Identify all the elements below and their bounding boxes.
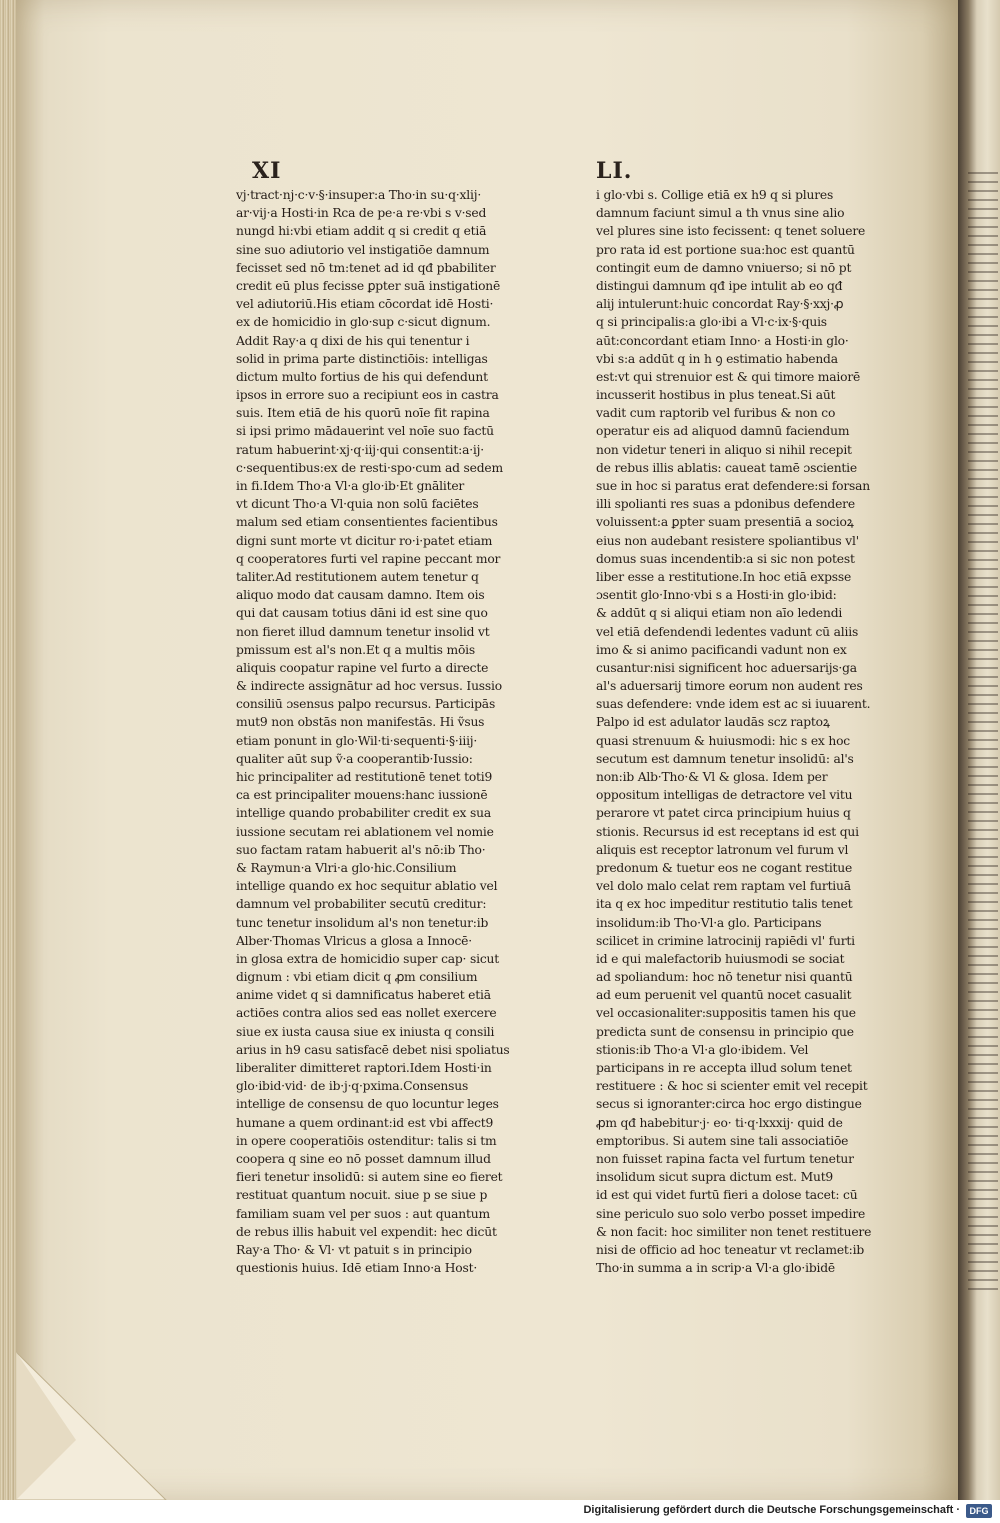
text-line: sine periculo suo solo verbo posset impedire [596,1206,866,1221]
text-line: liberaliter dimitteret raptori.Idem Hosti·in [236,1061,492,1075]
text-line: damnum vel probabiliter secutū creditur: [236,897,487,912]
text-line: ita q ex hoc impeditur restitutio talis tenet [596,897,853,912]
text-line: ꝓm qđ habebitur·j· eo· ti·q·lxxxij· quid de [596,1115,843,1130]
text-line: suo factam ratam habuerit al's nō:ib Tho· [236,842,486,857]
text-line: participans in re accepta illud solum tenet [596,1061,852,1075]
text-line: vel adiutoriū.His etiam cōcordat idē Hosti· [236,297,494,312]
text-line: insolidum sicut supra dictum est. Mut9 [596,1170,834,1185]
folio-left: XI [252,158,282,184]
text-line: incusserit hostibus in plus teneat.Si aūt [596,388,836,403]
text-line: aūt:concordant etiam Inno· a Hosti·in glo· [596,333,849,348]
text-line: vt dicunt Tho·a Vl·quia non solū faciētes [236,497,479,512]
text-line: consiliū ɔsensus palpo recursus. Participās [236,697,496,712]
folio-right: LI. [596,158,633,184]
text-line: cusantur:nisi significent hoc aduersarijs·ga [596,660,857,675]
text-line: dignum : vbi etiam dicit q ꝓm consilium [236,970,478,985]
text-line: nisi de officio ad hoc teneatur vt reclamet:ib [596,1242,864,1257]
text-line: suas defendere: vnde idem est ac si iuuarent. [596,697,871,712]
text-line: i glo·vbi s. Collige etiā ex h9 q si plures [596,188,834,202]
text-line: suis. Item etiā de his quorū noīe fit rapina [236,406,490,421]
text-line: ar·vij·a Hosti·in Rca de pe·a re·vbi s v·sed [236,206,487,221]
text-line: familiam suam vel per suos : aut quantum [236,1206,490,1221]
text-line: humane a quem ordinant:id est vbi affect9 [236,1115,494,1130]
text-line: secutum est damnum tenetur insolidū: al's [596,751,854,766]
text-line: de rebus illis habuit vel expendit: hec dicūt [236,1224,497,1239]
text-line: aliquo modo dat causam damno. Item ois [236,588,485,603]
text-line: non fieret illud damnum tenetur insolid vt [236,624,490,639]
text-line: c·sequentibus:ex de resti·spo·cum ad sedem [236,460,503,475]
text-line: vel plures sine isto fecissent: q tenet soluere [596,224,866,239]
text-line: damnum faciunt simul a th vnus sine alio [596,206,845,221]
text-line: q si principalis:a glo·ibi a Vl·c·ix·§·quis [596,315,827,330]
text-line: questionis huius. Idē etiam Inno·a Host· [236,1261,478,1276]
text-line: taliter.Ad restitutionem autem tenetur q [236,569,479,584]
text-line: al's aduersarij timore eorum non audent res [596,679,863,694]
text-line: voluissent:a ꝑpter suam presentiā a socioꝝ [596,515,854,530]
text-line: restituere : & hoc si scienter emit vel recepit [596,1079,868,1094]
footer-credit: Digitalisierung gefördert durch die Deutsche Forschungsgemeinschaft · [583,1504,960,1516]
text-line: restituat quantum nocuit. siue p se siue p [236,1188,488,1203]
text-line: coopera q sine eo nō posset damnum illud [236,1151,491,1166]
text-line: vel etiā defendendi ledentes vadunt cū aliis [596,624,859,639]
text-line: iussione secutam rei ablationem vel nomie [236,824,494,839]
dfg-logo: DFG [966,1504,992,1518]
text-line: operatur eis ad aliquod damnū faciendum [596,424,850,439]
text-line: Tho·in summa a in scrip·a Vl·a glo·ibidē [596,1261,835,1276]
text-line: vj·tract·nj·c·v·§·insuper:a Tho·in su·q·xlij· [236,188,482,202]
text-line: in fi.Idem Tho·a Vl·a glo·ib·Et gnāliter [236,479,465,493]
text-line: stionis. Recursus id est receptans id est qui [596,824,859,839]
text-line: eius non audebant resistere spoliantibus vl' [596,533,859,548]
text-line: ad eum peruenit vel quantū nocet casualit [596,988,852,1003]
text-line: Alber·Thomas Vlricus a glosa a Innocē· [236,933,472,948]
text-line: & non facit: hoc similiter non tenet restituere [596,1224,872,1239]
text-line: digni sunt morte vt dicitur ro·i·patet etiam [236,533,493,548]
text-line: vel dolo malo celat rem raptam vel furtiuā [596,879,851,894]
text-line: Addit Ray·a q dixi de his qui tenentur i [236,333,470,348]
text-line: pro rata id est portione sua:hoc est quantū [596,242,855,257]
text-line: domus suas incendentib:a si sic non potest [596,551,855,566]
left-text-column [236,186,526,1277]
text-line: qualiter aūt sup ṽ·a cooperantib·Iussio: [236,751,473,766]
text-line: liber esse a restitutione.In hoc etiā expsse [596,569,852,584]
text-line: id est qui videt furtū fieri a dolose tacet: cū [596,1188,858,1203]
text-line: vel occasionaliter:suppositis tamen his que [596,1006,856,1021]
text-line: sine suo adiutorio vel instigatiōe damnum [236,242,490,257]
text-line: est:vt qui strenuior est & qui timore maiorē [596,369,861,384]
text-line: glo·ibid·vid· de ib·j·q·pxima.Consensus [236,1079,469,1094]
text-line: de rebus illis ablatis: caueat tamē ɔscientie [596,460,857,475]
text-line: si ipsi primo mādauerint vel noīe suo factū [236,424,494,439]
text-line: vbi s:a addūt q in h ꝯ estimatio habenda [596,351,838,366]
text-line: distingui damnum qđ ipe intulit ab eo qđ [596,278,843,293]
text-line: arius in h9 casu satisfacē debet nisi spoliatus [236,1042,510,1057]
text-line: predicta sunt de consensu in principio que [596,1024,854,1039]
text-line: non fuisset rapina facta vel furtum tenetur [596,1151,854,1166]
text-line: alij intulerunt:huic concordat Ray·§·xxj·ꝓ [596,297,844,312]
text-line: & addūt q si aliqui etiam non aīo ledendi [596,606,843,621]
text-line: qui dat causam totius dāni id est sine quo [236,606,488,621]
text-line: tunc tenetur insolidum al's non tenetur:ib [236,915,489,930]
footer-bar [0,1500,1000,1523]
text-line: non:ib Alb·Tho·& Vl & glosa. Idem per [596,770,828,784]
text-line: & indirecte assignātur ad hoc versus. Iussio [236,679,502,694]
text-line: ca est principaliter mouens:hanc iussionē [236,788,488,803]
text-line: intellige de consensu de quo locuntur leges [236,1097,499,1112]
text-line: imo & si animo pacificandi vadunt non ex [596,642,847,657]
text-line: malum sed etiam consentientes facientibus [236,515,498,530]
text-line: perarore vt patet circa principium huius q [596,806,851,821]
text-line: emptoribus. Si autem sine tali associatiōe [596,1133,849,1148]
text-line: nungd hi:vbi etiam addit q si credit q etiā [236,224,487,239]
text-line: contingit eum de damno vniuerso; si nō pt [596,260,852,275]
text-line: in opere cooperatiōis ostenditur: talis si tm [236,1133,497,1148]
text-line: mut9 non obstās non manifestās. Hi ṽsus [236,715,485,730]
text-line: fecisset sed nō tm:tenet ad id qđ pbabiliter [236,260,496,275]
text-line: intellige quando ex hoc sequitur ablatio vel [236,879,498,894]
right-text-column [596,186,886,1277]
text-line: ratum habuerint·xj·q·iij·qui consentit:a·ij· [236,442,484,457]
text-line: hic principaliter ad restitutionē tenet toti9 [236,770,493,784]
text-line: ɔsentit glo·Inno·vbi s a Hosti·in glo·ibid: [596,588,837,603]
text-line: solid in prima parte distinctiōis: intelligas [236,351,488,366]
text-line: etiam ponunt in glo·Wil·ti·sequenti·§·iiij· [236,733,478,748]
text-line: ipsos in errore suo a recipiunt eos in castra [236,388,499,403]
text-line: oppositum intelligas de detractore vel vitu [596,788,853,803]
text-line: Ray·a Tho· & Vl· vt patuit s in principio [236,1242,472,1257]
text-line: & Raymun·a Vlri·a glo·hic.Consilium [236,860,457,875]
text-line: sue in hoc si paratus erat defendere:si forsan [596,479,870,493]
text-line: insolidum:ib Tho·Vl·a glo. Participans [596,915,822,930]
folded-corner [16,1350,176,1500]
text-line: id e qui malefactorib huiusmodi se sociat [596,951,845,966]
text-line: actiōes contra alios sed eas nollet exercere [236,1006,497,1021]
text-line: stionis:ib Tho·a Vl·a glo·ibidem. Vel [596,1042,809,1057]
text-line: vadit cum raptorib vel furibus & non co [596,406,836,421]
text-line: predonum & tuetur eos ne cogant restitue [596,860,853,875]
text-line: pmissum est al's non.Et q a multis mōis [236,642,475,657]
text-line: anime videt q si damnificatus haberet etiā [236,988,491,1003]
text-line: illi spolianti res suas a pdonibus defendere [596,497,855,512]
text-line: siue ex iusta causa siue ex iniusta q consili [236,1024,495,1039]
text-line: quasi strenuum & huiusmodi: hic s ex hoc [596,733,850,748]
text-line: intellige quando probabiliter credit ex sua [236,806,491,821]
text-line: ad spoliandum: hoc nō tenetur nisi quantū [596,970,853,985]
text-line: fieri tenetur insolidū: si autem sine eo fieret [236,1170,503,1185]
text-line: non videtur teneri in aliquo si nihil recepit [596,442,852,457]
text-line: ex de homicidio in glo·sup c·sicut dignum. [236,315,491,330]
text-line: aliquis est receptor latronum vel furum vl [596,842,849,857]
facing-page-text-edge [968,170,998,1290]
text-line: Palpo id est adulator laudās scz raptoꝝ [596,715,830,730]
text-line: credit eū plus fecisse ꝑpter suā instigationē [236,278,501,293]
text-line: scilicet in crimine latrocinij rapiēdi vl' furti [596,933,855,948]
text-line: aliquis coopatur rapine vel furto a directe [236,660,489,675]
text-line: in glosa extra de homicidio super cap· sicut [236,951,499,966]
text-line: q cooperatores furti vel rapine peccant mor [236,551,501,566]
text-line: dictum multo fortius de his qui defendunt [236,369,488,384]
text-line: secus si ignoranter:circa hoc ergo distingue [596,1097,862,1112]
